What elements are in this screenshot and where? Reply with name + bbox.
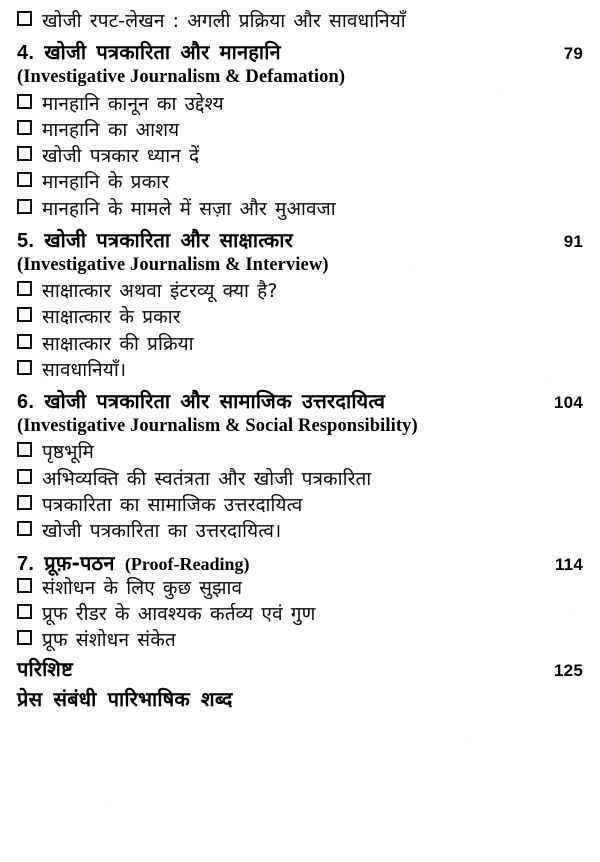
checkbox-square-icon <box>17 11 32 26</box>
chapter-title-latin: (Proof-Reading) <box>124 553 250 574</box>
list-item[interactable] <box>17 521 583 542</box>
checkbox-square-icon <box>17 172 32 187</box>
list-item[interactable] <box>17 146 583 167</box>
checkbox-square-icon <box>17 604 32 619</box>
chapter-heading-text <box>17 229 554 253</box>
list-item-label: मानहानि के मामले में सज़ा और मुआवजा <box>42 197 336 220</box>
chapter-subtitle: (Investigative Journalism & Interview) <box>17 254 329 275</box>
checkbox-square-icon <box>17 578 32 593</box>
chapter-heading-text <box>17 41 554 65</box>
chapter-subtitle: (Investigative Journalism & Defamation) <box>17 67 346 88</box>
checkbox-square-icon <box>17 334 32 349</box>
chapter-page-number: 79 <box>563 44 583 64</box>
chapter-heading-text <box>17 552 545 576</box>
list-item[interactable] <box>17 281 583 302</box>
back-matter-heading[interactable] <box>17 658 583 681</box>
chapter-page-number: 91 <box>563 231 583 251</box>
chapter-heading-text <box>17 390 544 414</box>
chapter-heading[interactable] <box>17 229 583 253</box>
list-item[interactable] <box>17 94 583 115</box>
list-item-label: साक्षात्कार की प्रक्रिया <box>42 332 194 355</box>
checkbox-square-icon <box>17 521 32 536</box>
chapter-title: खोजी पत्रकारिता और सामाजिक उत्तरदायित्व <box>44 389 386 414</box>
list-item[interactable] <box>17 307 583 328</box>
checkbox-square-icon <box>17 360 32 375</box>
checkbox-square-icon <box>17 146 32 161</box>
list-item-label: सावधानियाँ। <box>42 358 127 381</box>
list-item-label: अभिव्यक्ति की स्वतंत्रता और खोजी पत्रकारिता <box>42 467 372 490</box>
chapter-number: 5. <box>17 229 35 252</box>
chapter-number: 6. <box>17 391 35 414</box>
list-item-label: मानहानि का आशय <box>42 118 180 141</box>
chapter-subtitle: (Investigative Journalism & Social Responsibility) <box>17 416 418 437</box>
list-item[interactable] <box>17 630 583 651</box>
list-item[interactable] <box>17 469 583 490</box>
list-item-label: मानहानि के प्रकार <box>42 171 170 194</box>
list-item-label: प्रूफ रीडर के आवश्यक कर्तव्य एवं गुण <box>42 602 316 625</box>
checkbox-square-icon <box>17 630 32 645</box>
checkbox-square-icon <box>17 307 32 322</box>
list-item-label: खोजी पत्रकार ध्यान दें <box>42 145 200 168</box>
chapter-page-number: 104 <box>554 393 583 413</box>
checkbox-square-icon <box>17 442 32 457</box>
list-item[interactable] <box>17 199 583 220</box>
list-item-label: साक्षात्कार के प्रकार <box>42 306 181 329</box>
chapter-number: 4. <box>17 42 35 65</box>
checkbox-square-icon <box>17 495 32 510</box>
list-item-label: खोजी रपट-लेखन : अगली प्रक्रिया और सावधानियाँ <box>42 10 406 32</box>
list-item-label: संशोधन के लिए कुछ सुझाव <box>42 576 243 599</box>
chapter-heading[interactable] <box>17 552 583 576</box>
chapter-title: खोजी पत्रकारिता और साक्षात्कार <box>44 227 293 252</box>
back-matter-page-number: 125 <box>554 661 583 681</box>
checkbox-square-icon <box>17 199 32 214</box>
checkbox-square-icon <box>17 469 32 484</box>
list-item[interactable] <box>17 495 583 516</box>
checkbox-square-icon <box>17 120 32 135</box>
back-matter-heading[interactable] <box>17 688 583 711</box>
list-item-label: मानहानि कानून का उद्देश्य <box>42 92 224 115</box>
list-item[interactable] <box>17 442 583 463</box>
list-item-label: साक्षात्कार अथवा इंटरव्यू क्या है? <box>42 280 278 303</box>
chapter-heading[interactable] <box>17 390 583 414</box>
list-item[interactable] <box>17 172 583 193</box>
chapter-page-number: 114 <box>554 554 583 574</box>
list-item[interactable] <box>17 360 583 381</box>
list-item[interactable] <box>17 11 583 32</box>
list-item-label: खोजी पत्रकारिता का उत्तरदायित्व। <box>42 520 282 543</box>
chapter-heading[interactable] <box>17 41 583 65</box>
back-matter-title: परिशिष्ट <box>17 657 73 682</box>
list-item[interactable] <box>17 604 583 625</box>
chapter-title: खोजी पत्रकारिता और मानहानि <box>44 40 281 65</box>
checkbox-square-icon <box>17 281 32 296</box>
back-matter-title: प्रेस संबंधी पारिभाषिक शब्द <box>17 687 233 712</box>
chapter-title: प्रूफ़-पठन <box>44 550 115 575</box>
chapter-number: 7. <box>17 552 35 575</box>
checkbox-square-icon <box>17 94 32 109</box>
list-item-label: प्रूफ संशोधन संकेत <box>42 629 176 652</box>
list-item-label: पृष्ठभूमि <box>42 441 95 464</box>
list-item[interactable] <box>17 334 583 355</box>
list-item-label: पत्रकारिता का सामाजिक उत्तरदायित्व <box>42 493 303 516</box>
list-item[interactable] <box>17 120 583 141</box>
list-item[interactable] <box>17 578 583 599</box>
